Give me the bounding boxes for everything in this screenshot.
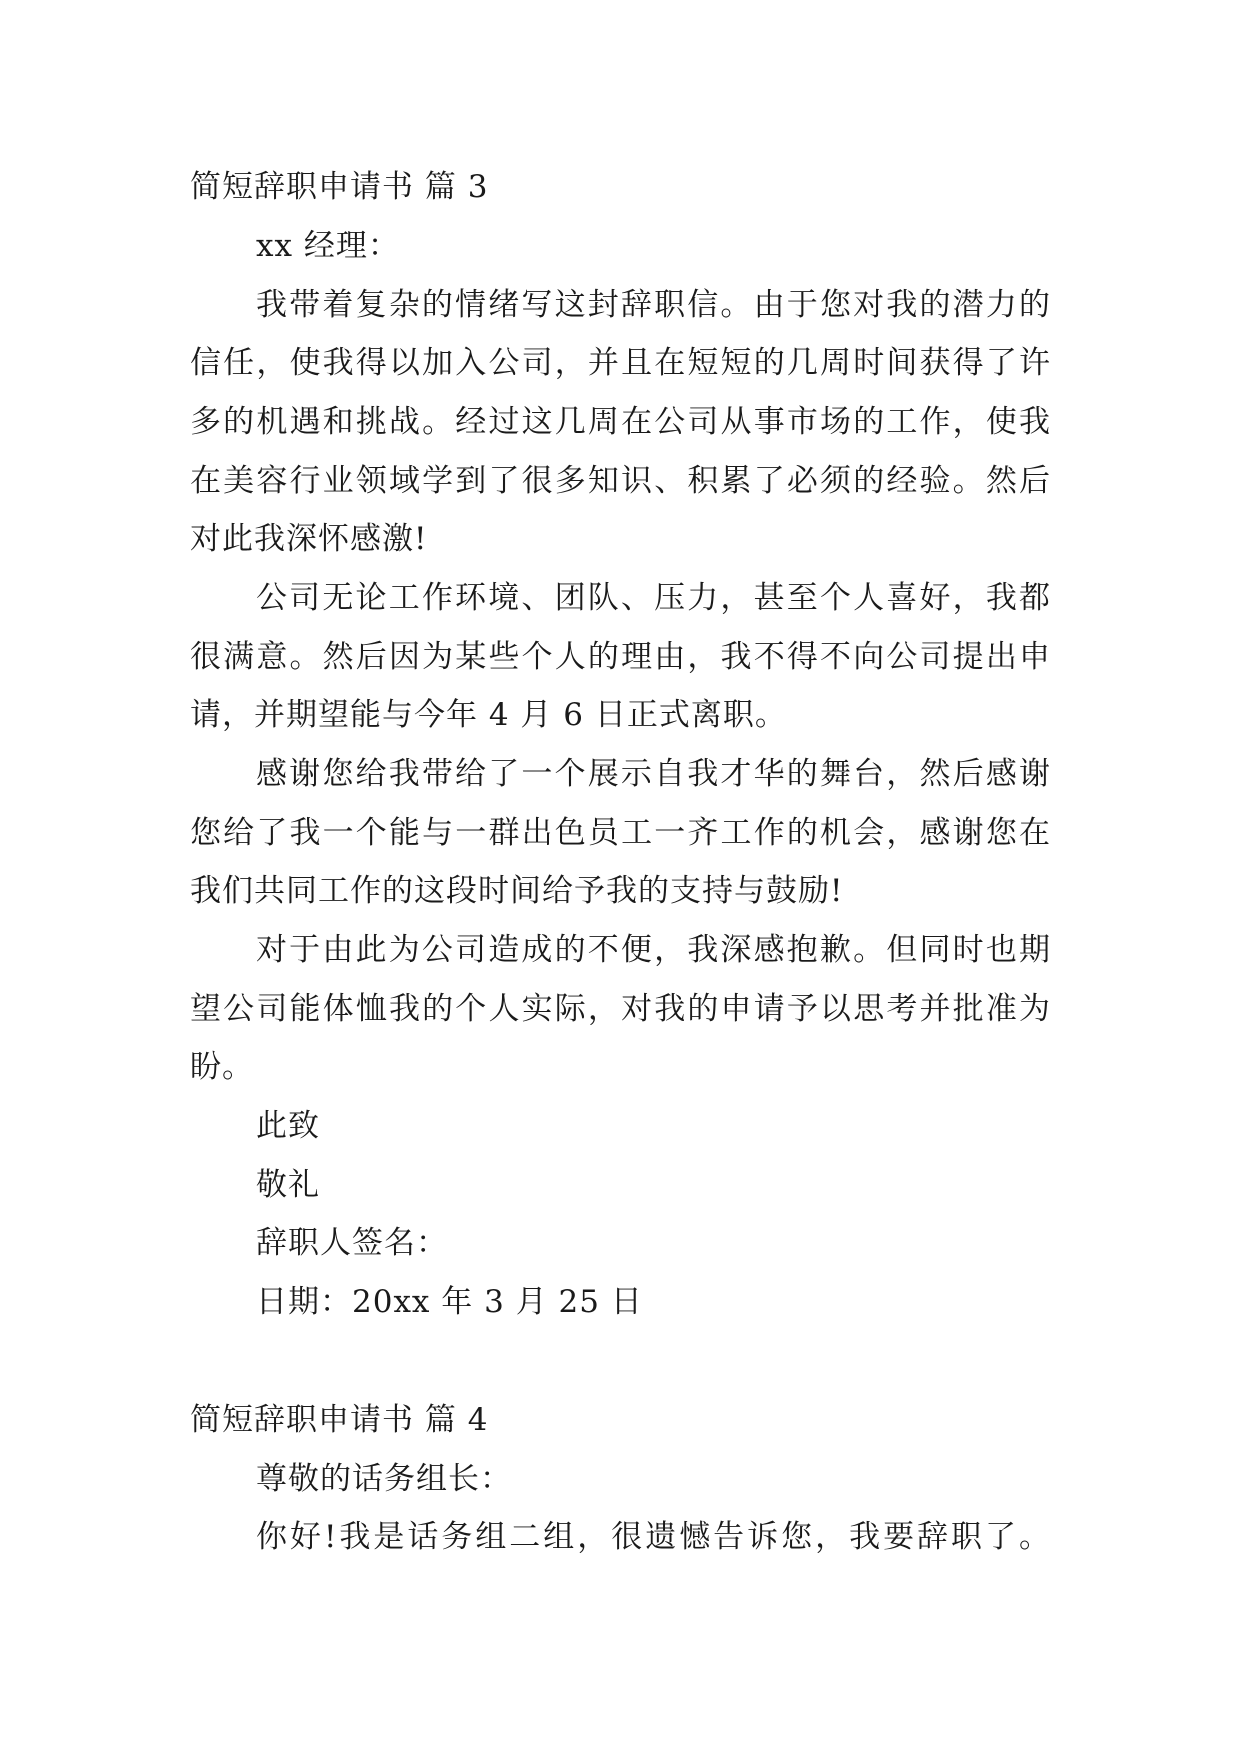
paragraph-line: 在美容行业领域学到了很多知识、积累了必须的经验。然后 xyxy=(190,463,1051,499)
paragraph-line: 你好!我是话务组二组，很遗憾告诉您，我要辞职了。 xyxy=(256,1519,1051,1555)
paragraph-line: 信任，使我得以加入公司，并且在短短的几周时间获得了许 xyxy=(190,345,1051,381)
date-line: 日期：20xx 年 3 月 25 日 xyxy=(256,1284,643,1320)
signature-line: 辞职人签名： xyxy=(256,1225,448,1261)
paragraph-line: 望公司能体恤我的个人实际，对我的申请予以思考并批准为 xyxy=(190,991,1051,1027)
paragraph-line: 很满意。然后因为某些个人的理由，我不得不向公司提出申 xyxy=(190,639,1051,675)
paragraph-line: 多的机遇和挑战。经过这几周在公司从事市场的工作，使我 xyxy=(190,404,1051,440)
paragraph-line: 请，并期望能与今年 4 月 6 日正式离职。 xyxy=(190,697,787,733)
paragraph-line: 感谢您给我带给了一个展示自我才华的舞台，然后感谢 xyxy=(256,756,1051,792)
paragraph-line: 公司无论工作环境、团队、压力，甚至个人喜好，我都 xyxy=(256,580,1051,616)
paragraph-line: 我带着复杂的情绪写这封辞职信。由于您对我的潜力的 xyxy=(256,287,1051,323)
closing-line: 敬礼 xyxy=(256,1167,320,1203)
paragraph-line: 对此我深怀感激! xyxy=(190,521,428,557)
salutation: 尊敬的话务组长： xyxy=(256,1461,512,1497)
paragraph-line: 对于由此为公司造成的不便，我深感抱歉。但同时也期 xyxy=(256,932,1051,968)
paragraph-line: 我们共同工作的这段时间给予我的支持与鼓励! xyxy=(190,873,844,909)
salutation: xx 经理： xyxy=(256,228,400,264)
section-heading: 简短辞职申请书 篇 3 xyxy=(190,169,489,205)
section-heading: 简短辞职申请书 篇 4 xyxy=(190,1402,489,1438)
paragraph-line: 盼。 xyxy=(190,1049,254,1085)
paragraph-line: 您给了我一个能与一群出色员工一齐工作的机会，感谢您在 xyxy=(190,815,1051,851)
closing-line: 此致 xyxy=(256,1108,320,1144)
